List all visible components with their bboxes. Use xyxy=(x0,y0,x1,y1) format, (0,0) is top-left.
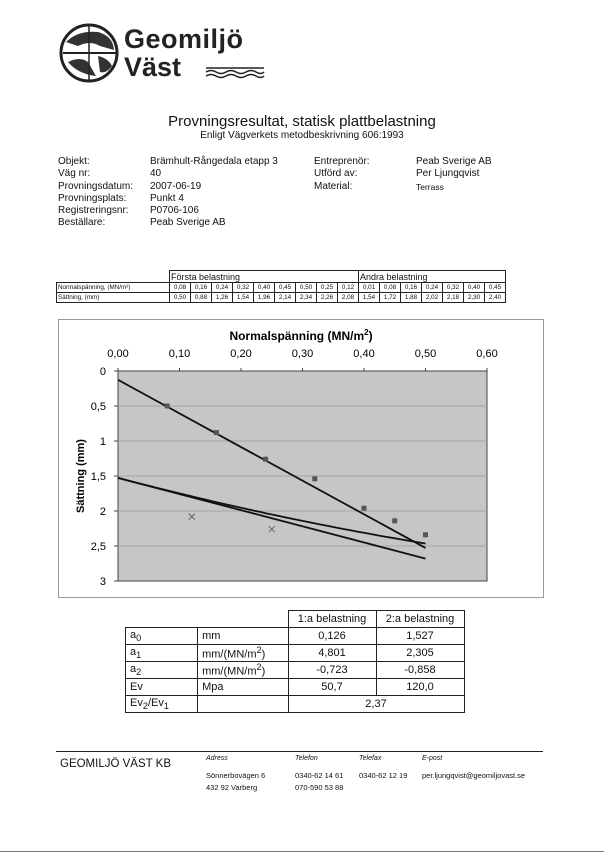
table-row xyxy=(126,645,465,662)
stress-cell: 0,16 xyxy=(401,283,422,293)
footer-text: Sönnerbovägen 6 xyxy=(206,771,266,780)
stress-cell: 0,50 xyxy=(296,283,317,293)
footer-label: Telefax xyxy=(359,755,382,762)
x-tick-label: 0,50 xyxy=(414,348,437,360)
info-value: Peab Sverige AB xyxy=(416,156,492,167)
param-symbol xyxy=(126,645,198,662)
y-tick-label: 1,5 xyxy=(90,471,106,483)
info-label: Registreringsnr: xyxy=(58,205,129,217)
x-tick-label: 0,30 xyxy=(291,348,314,360)
table-row xyxy=(57,293,506,303)
chart-title-sup: 2 xyxy=(364,328,369,337)
x-tick-label: 0,20 xyxy=(230,348,252,360)
settlement-cell: 2,26 xyxy=(317,293,338,303)
info-label: Utförd av: xyxy=(314,168,358,180)
result-header: 2:a belastning xyxy=(376,611,464,628)
stress-cell: 0,45 xyxy=(485,283,506,293)
data-point-square xyxy=(165,404,170,409)
footer-email-link[interactable]: per.ljungqvist@geomiljovast.se xyxy=(422,771,526,780)
footer-label: E-post xyxy=(422,755,443,762)
symbol-sub: 1 xyxy=(136,650,142,661)
result-value: 120,0 xyxy=(376,679,464,696)
result-value: 2,305 xyxy=(376,645,464,662)
symbol-sub: 2 xyxy=(142,701,148,712)
footer-label: Telefon xyxy=(295,755,318,762)
footer-company: GEOMILJÖ VÄST KB xyxy=(60,758,171,770)
stress-cell: 0,40 xyxy=(254,283,275,293)
data-point-square xyxy=(423,532,428,537)
page-title: Provningsresultat, statisk plattbelastning xyxy=(168,113,436,130)
symbol-sub: 2 xyxy=(136,667,142,678)
footer-text: 0340-62 12 19 xyxy=(359,771,408,780)
table-row xyxy=(126,662,465,679)
settlement-cell: 1,54 xyxy=(359,293,380,303)
stress-cell: 0,32 xyxy=(233,283,254,293)
logo-name-line1: Geomiljö xyxy=(124,24,244,54)
x-tick-label: 0,40 xyxy=(353,348,375,360)
row-label: Sättning, (mm) xyxy=(57,293,170,303)
info-right-values xyxy=(416,156,492,193)
x-tick-label: 0,60 xyxy=(476,348,498,360)
first-load-header: Första belastning xyxy=(170,271,359,283)
info-label: Entreprenör: xyxy=(314,156,370,167)
info-value: Punkt 4 xyxy=(150,192,184,204)
y-tick-label: 0,5 xyxy=(90,401,106,413)
result-value: 0,126 xyxy=(288,628,376,645)
stress-cell: 0,24 xyxy=(422,283,443,293)
page-bottom-edge xyxy=(0,851,604,852)
settlement-cell: 1,26 xyxy=(212,293,233,303)
logo-name-line2: Väst xyxy=(124,52,182,82)
y-tick-label: 3 xyxy=(99,576,106,588)
y-tick-label: 2,5 xyxy=(90,541,106,553)
chart-title xyxy=(229,328,372,343)
x-tick-label: 0,10 xyxy=(168,348,191,360)
param-symbol xyxy=(126,679,198,696)
measurement-table xyxy=(56,270,506,303)
symbol-text: a xyxy=(130,628,137,641)
settlement-cell: 2,34 xyxy=(296,293,317,303)
param-symbol xyxy=(126,662,198,679)
settlement-cell: 1,54 xyxy=(233,293,254,303)
chart-title-text: ) xyxy=(368,329,373,343)
info-value: Terrass xyxy=(416,181,444,192)
empty-cell xyxy=(198,696,288,713)
info-left-values xyxy=(150,156,278,230)
stress-cell: 0,08 xyxy=(170,283,191,293)
table-row xyxy=(126,611,465,628)
footer-email xyxy=(422,755,525,780)
unit-text: mm xyxy=(202,630,221,642)
stress-cell: 0,45 xyxy=(275,283,296,293)
info-value: Per Ljungqvist xyxy=(416,168,480,180)
info-left-labels xyxy=(58,156,133,230)
info-value: Peab Sverige AB xyxy=(150,217,226,229)
symbol-text: Ev xyxy=(130,681,143,693)
settlement-cell: 2,18 xyxy=(443,293,464,303)
x-tick-label: 0,00 xyxy=(107,348,129,360)
y-axis-label: Sättning (mm) xyxy=(75,439,87,513)
footer-divider xyxy=(56,751,543,752)
info-label: Provningsdatum: xyxy=(58,180,134,192)
settlement-cell: 2,30 xyxy=(464,293,485,303)
info-label: Beställare: xyxy=(58,217,106,229)
stress-cell: 0,32 xyxy=(443,283,464,293)
y-tick-label: 2 xyxy=(99,506,106,518)
settlement-chart xyxy=(58,319,544,598)
settlement-cell: 1,72 xyxy=(380,293,401,303)
param-unit xyxy=(198,679,288,696)
param-unit: $mm/(MN/m^2)$ xyxy=(198,662,288,679)
data-point-square xyxy=(312,476,317,481)
result-value: 1,527 xyxy=(376,628,464,645)
table-row xyxy=(126,679,465,696)
settlement-cell: 2,02 xyxy=(422,293,443,303)
data-point-square xyxy=(214,430,219,435)
footer-text: 0340-62 14 61 xyxy=(295,771,344,780)
settlement-cell: 2,40 xyxy=(485,293,506,303)
data-point-square xyxy=(392,518,397,523)
symbol-sub: 0 xyxy=(136,633,142,644)
settlement-cell: 2,08 xyxy=(338,293,359,303)
param-unit xyxy=(198,628,288,645)
unit-text: mm/(MN/m xyxy=(202,665,257,678)
info-label: Väg nr: xyxy=(58,168,91,180)
ratio-symbol xyxy=(126,696,198,713)
result-header: 1:a belastning xyxy=(288,611,376,628)
settlement-cell: 1,96 xyxy=(254,293,275,303)
second-load-header: Andra belastning xyxy=(359,271,506,283)
param-symbol xyxy=(126,628,198,645)
stress-cell: 0,01 xyxy=(359,283,380,293)
settlement-cell: 2,14 xyxy=(275,293,296,303)
footer-fax xyxy=(359,755,407,780)
table-row xyxy=(126,696,465,713)
results-table xyxy=(125,610,465,713)
footer-address xyxy=(206,755,265,792)
table-row xyxy=(57,271,506,283)
empty-cell xyxy=(126,611,289,628)
info-right-labels xyxy=(314,156,370,193)
symbol-sub: 1 xyxy=(163,701,169,712)
stress-cell: 0,16 xyxy=(191,283,212,293)
result-value: -0,858 xyxy=(376,662,464,679)
param-unit: $mm/(MN/m^2)$ xyxy=(198,645,288,662)
footer-phone xyxy=(295,755,343,792)
settlement-cell: 1,88 xyxy=(401,293,422,303)
info-value: 2007-06-19 xyxy=(150,180,202,192)
stress-cell: 0,24 xyxy=(212,283,233,293)
row-label: Normalspänning, (MN/m²) xyxy=(57,283,170,293)
info-label: Objekt: xyxy=(58,156,90,167)
info-value: Brämhult-Rångedala etapp 3 xyxy=(150,156,278,167)
info-value: 40 xyxy=(150,168,162,180)
stress-cell: 0,25 xyxy=(317,283,338,293)
info-label: Material: xyxy=(314,180,353,192)
data-point-square xyxy=(263,457,268,462)
result-value: 4,801 xyxy=(288,645,376,662)
table-row xyxy=(57,283,506,293)
unit-sup: 2 xyxy=(256,662,262,673)
empty-cell xyxy=(57,271,170,283)
footer-label: Adress xyxy=(206,755,228,762)
y-tick-label: 1 xyxy=(99,436,106,448)
symbol-text: Ev xyxy=(130,696,143,709)
settlement-cell: 0,50 xyxy=(170,293,191,303)
footer-text: 070-590 53 88 xyxy=(295,783,344,792)
stress-cell: 0,12 xyxy=(338,283,359,293)
symbol-text: /Ev xyxy=(147,696,164,709)
stress-cell: 0,08 xyxy=(380,283,401,293)
unit-text: Mpa xyxy=(202,681,224,693)
unit-text: mm/(MN/m xyxy=(202,648,257,661)
table-row xyxy=(126,628,465,645)
page-subtitle: Enligt Vägverkets metodbeskrivning 606:1993 xyxy=(200,130,404,141)
info-value: P0706-106 xyxy=(150,205,199,217)
y-tick-label: 0 xyxy=(99,366,106,378)
footer-text: 432 92 Varberg xyxy=(206,783,258,792)
result-value: -0,723 xyxy=(288,662,376,679)
settlement-cell: 0,88 xyxy=(191,293,212,303)
result-value: 50,7 xyxy=(288,679,376,696)
unit-sup: 2 xyxy=(256,645,262,656)
info-label: Provningsplats: xyxy=(58,192,127,204)
data-point-square xyxy=(362,506,367,511)
chart-title-text: Normalspänning (MN/m xyxy=(229,329,365,343)
symbol-text: a xyxy=(130,645,137,658)
symbol-text: a xyxy=(130,662,137,675)
ratio-value: 2,37 xyxy=(288,696,464,713)
stress-cell: 0,40 xyxy=(464,283,485,293)
